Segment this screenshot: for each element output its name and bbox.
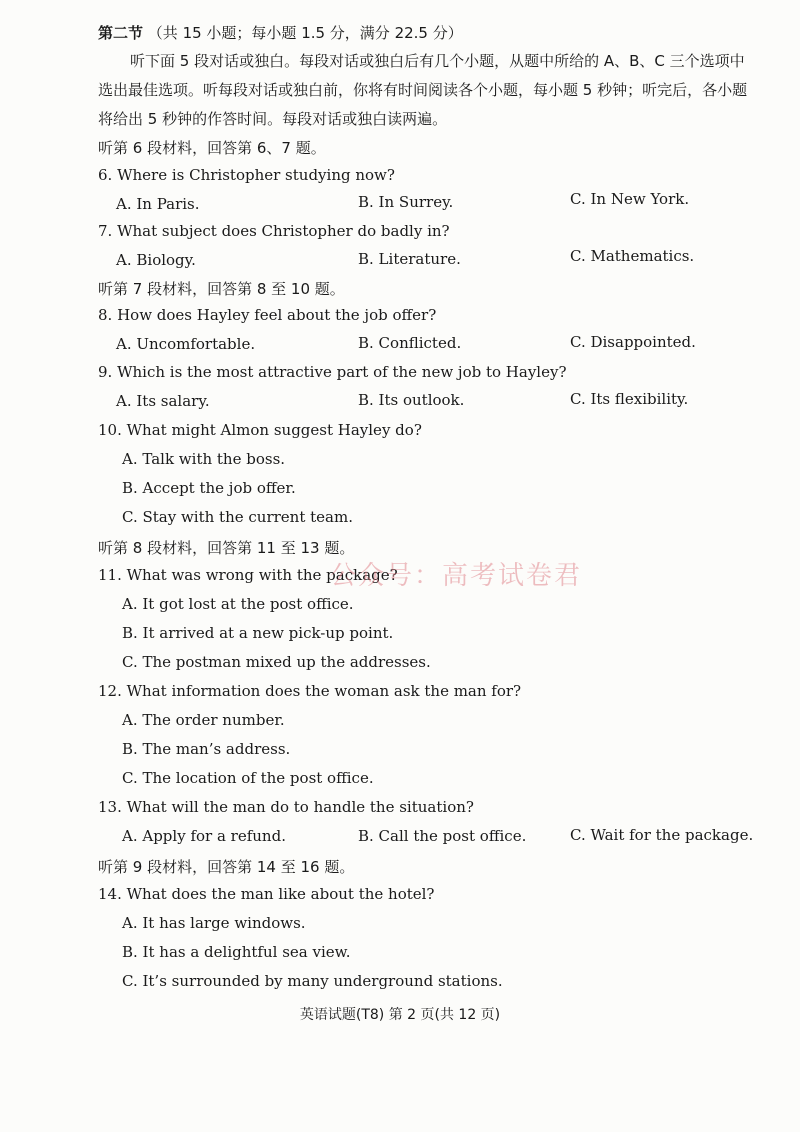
option-c: C. Wait for the package. (570, 826, 754, 844)
question-stem: 11. What was wrong with the package? (98, 566, 398, 584)
option-a: A. The order number. (122, 711, 285, 729)
question-stem: 9. Which is the most attractive part of the new job to Hayley? (98, 363, 567, 381)
option-a: A. Apply for a refund. (122, 827, 286, 845)
option-a: A. It has large windows. (122, 914, 306, 932)
section-note: （共 15 小题；每小题 1.5 分，满分 22.5 分） (147, 24, 463, 42)
option-c: C. The postman mixed up the addresses. (122, 653, 431, 671)
option-c: C. Disappointed. (570, 333, 696, 351)
instruction-line: 选出最佳选项。听每段对话或独白前，你将有时间阅读各个小题，每小题 5 秒钟；听完后，各小题 (98, 81, 748, 99)
option-c: C. Its flexibility. (570, 390, 689, 408)
option-c: C. Mathematics. (570, 247, 695, 265)
group-heading: 听第 7 段材料，回答第 8 至 10 题。 (98, 280, 345, 298)
option-c: C. It’s surrounded by many underground stations. (122, 972, 503, 990)
group-heading: 听第 8 段材料，回答第 11 至 13 题。 (98, 539, 355, 557)
option-c: C. The location of the post office. (122, 769, 374, 787)
watermark-text: 公众号：高考试卷君 (330, 561, 583, 591)
option-a: A. It got lost at the post office. (122, 595, 354, 613)
question-stem: 14. What does the man like about the hotel? (98, 885, 435, 903)
option-b: B. Call the post office. (358, 827, 527, 845)
option-a: A. Biology. (116, 251, 196, 269)
option-b: B. In Surrey. (358, 193, 454, 211)
option-a: A. In Paris. (116, 195, 200, 213)
question-stem: 13. What will the man do to handle the situation? (98, 798, 474, 816)
option-c: C. Stay with the current team. (122, 508, 353, 526)
question-stem: 6. Where is Christopher studying now? (98, 166, 395, 184)
section-header (98, 22, 463, 43)
option-a: A. Its salary. (116, 392, 210, 410)
option-b: B. The man’s address. (122, 740, 291, 758)
group-heading: 听第 9 段材料，回答第 14 至 16 题。 (98, 858, 355, 876)
group-heading: 听第 6 段材料，回答第 6、7 题。 (98, 139, 326, 157)
question-stem: 7. What subject does Christopher do badly in? (98, 222, 450, 240)
question-stem: 8. How does Hayley feel about the job offer? (98, 306, 437, 324)
option-b: B. It arrived at a new pick-up point. (122, 624, 394, 642)
option-b: B. Conflicted. (358, 334, 462, 352)
instruction-line: 听下面 5 段对话或独白。每段对话或独白后有几个小题，从题中所给的 A、B、C 三个选项中 (130, 52, 745, 70)
option-b: B. Accept the job offer. (122, 479, 296, 497)
page-footer: 英语试题(T8) 第 2 页(共 12 页) (299, 1007, 501, 1023)
option-b: B. Its outlook. (358, 391, 465, 409)
question-stem: 12. What information does the woman ask the man for? (98, 682, 522, 700)
option-b: B. Literature. (358, 250, 461, 268)
question-stem: 10. What might Almon suggest Hayley do? (98, 421, 422, 439)
instruction-line: 将给出 5 秒钟的作答时间。每段对话或独白读两遍。 (98, 110, 448, 128)
option-c: C. In New York. (570, 190, 690, 208)
option-b: B. It has a delightful sea view. (122, 943, 351, 961)
option-a: A. Uncomfortable. (116, 335, 256, 353)
option-a: A. Talk with the boss. (122, 450, 286, 468)
section-title: 第二节 (98, 24, 144, 42)
